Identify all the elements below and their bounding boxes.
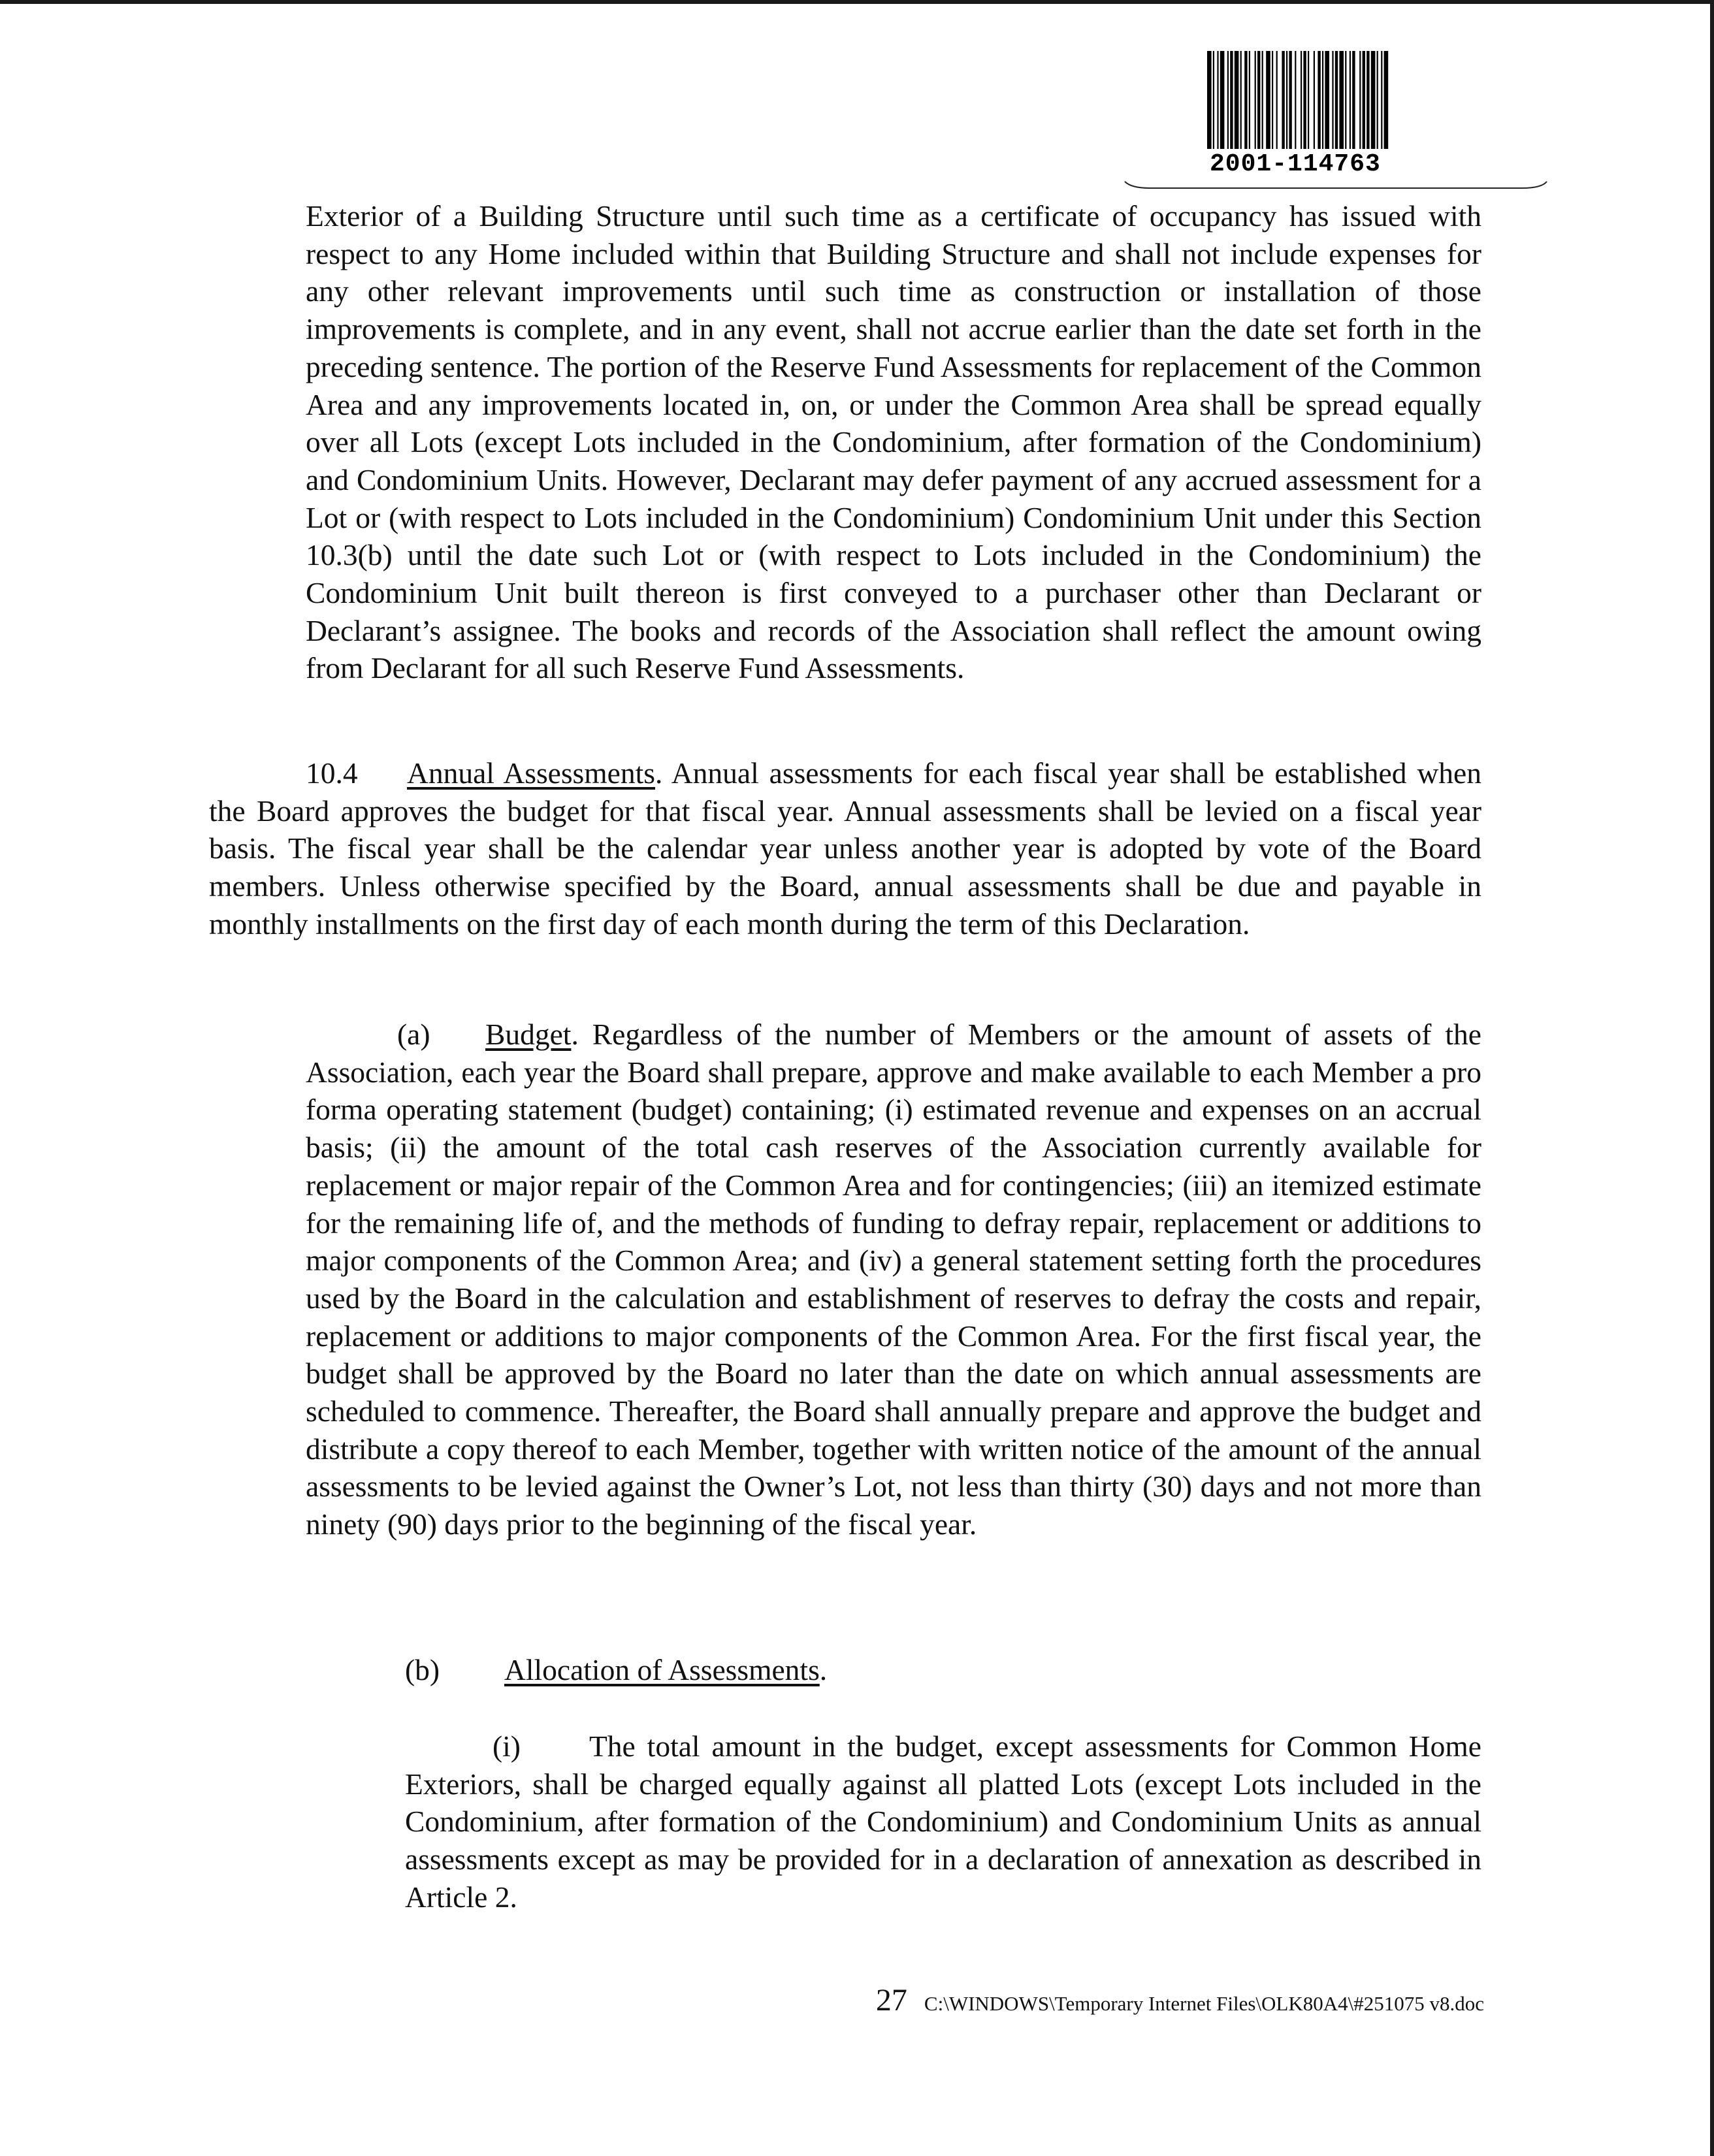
subsection-b-heading: Allocation of Assessments <box>504 1653 820 1686</box>
subsection-b-heading-line <box>405 1651 827 1689</box>
file-path: C:\WINDOWS\Temporary Internet Files\OLK80A4\#251075 v8.doc <box>924 1992 1484 2015</box>
barcode-image <box>1207 51 1508 149</box>
page-footer <box>876 1982 1484 2018</box>
item-i-label: (i) <box>493 1730 521 1763</box>
section-heading: Annual Assessments <box>407 756 655 790</box>
section-text: . Annual assessments for each fiscal year shall be established when the Board approves the budget for that fiscal year. Annual assessments shall be levied on a fiscal year basis. The fiscal year shall be the calendar year unless another year is adopted by vote of the Board members. Unless otherwise specified by the Board, annual assessments shall be due and payable in monthly installments on the first day of each month during the term of this Declaration. <box>209 756 1482 941</box>
section-10-4-paragraph <box>209 754 1481 943</box>
page-number: 27 <box>875 1983 907 2018</box>
continuation-text: Exterior of a Building Structure until such time as a certificate of occupancy has issued with respect to any Home included within that Building Structure and shall not include expenses for any other relevant improvements until such time as construction or installation of those improvements is complete, and in any event, shall not accrue earlier than the date set forth in the preceding sentence. The portion of the Reserve Fund Assessments for replacement of the Common Area and any improvements located in, on, or under the Common Area shall be spread equally over all Lots (except Lots included in the Condominium, after formation of the Condominium) and Condominium Units. However, Declarant may defer payment of any accrued assessment for a Lot or (with respect to Lots included in the Condominium) Condominium Unit under this Section 10.3(b) until the date such Lot or (with respect to Lots included in the Condominium) the Condominium Unit built thereon is first conveyed to a purchaser other than Declarant or Declarant’s assignee. The books and records of the Association shall reflect the amount owing from Declarant for all such Reserve Fund Assessments. <box>306 199 1481 685</box>
scan-edge-top <box>0 0 1714 4</box>
item-i-paragraph <box>405 1728 1481 1916</box>
subsection-a-paragraph <box>306 1016 1481 1543</box>
subsection-b-label: (b) <box>405 1653 440 1686</box>
recording-number: 2001-114763 <box>1210 150 1381 178</box>
subsection-a-heading: Budget <box>485 1018 572 1051</box>
item-i-text: The total amount in the budget, except assessments for Common Home Exteriors, shall be charged equally against all platted Lots (except Lots included in the Condominium, after formation of the Condominium) and Condominium Units as annual assessments except as may be provided for in a declaration of annexation as described in Article 2. <box>405 1730 1481 1914</box>
continuation-paragraph <box>306 197 1481 687</box>
barcode-underline <box>1124 180 1548 193</box>
scan-edge-right <box>1710 0 1714 2156</box>
recording-barcode-block <box>1207 51 1508 178</box>
subsection-b-suffix: . <box>819 1653 828 1686</box>
subsection-a-text: . Regardless of the number of Members or the amount of assets of the Association, each year the Board shall prepare, approve and make available to each Member a pro forma operating statement (budget) containing; (i) estimated revenue and expenses on an accrual basis; (ii) the amount of the total cash reserves of the Association currently available for replacement or major repair of the Common Area and for contingencies; (iii) an itemized estimate for the remaining life of, and the methods of funding to defray repair, replacement or additions to major components of the Common Area; and (iv) a general statement setting forth the procedures used by the Board in the calculation and establishment of reserves to defray the costs and repair, replacement or additions to major components of the Common Area. For the first fiscal year, the budget shall be approved by the Board no later than the date on which annual assessments are scheduled to commence. Thereafter, the Board shall annually prepare and approve the budget and distribute a copy thereof to each Member, together with written notice of the amount of the annual assessments to be levied against the Owner’s Lot, not less than thirty (30) days and not more than ninety (90) days prior to the beginning of the fiscal year. <box>306 1018 1481 1541</box>
subsection-a-label: (a) <box>397 1018 430 1051</box>
section-number: 10.4 <box>306 756 358 790</box>
